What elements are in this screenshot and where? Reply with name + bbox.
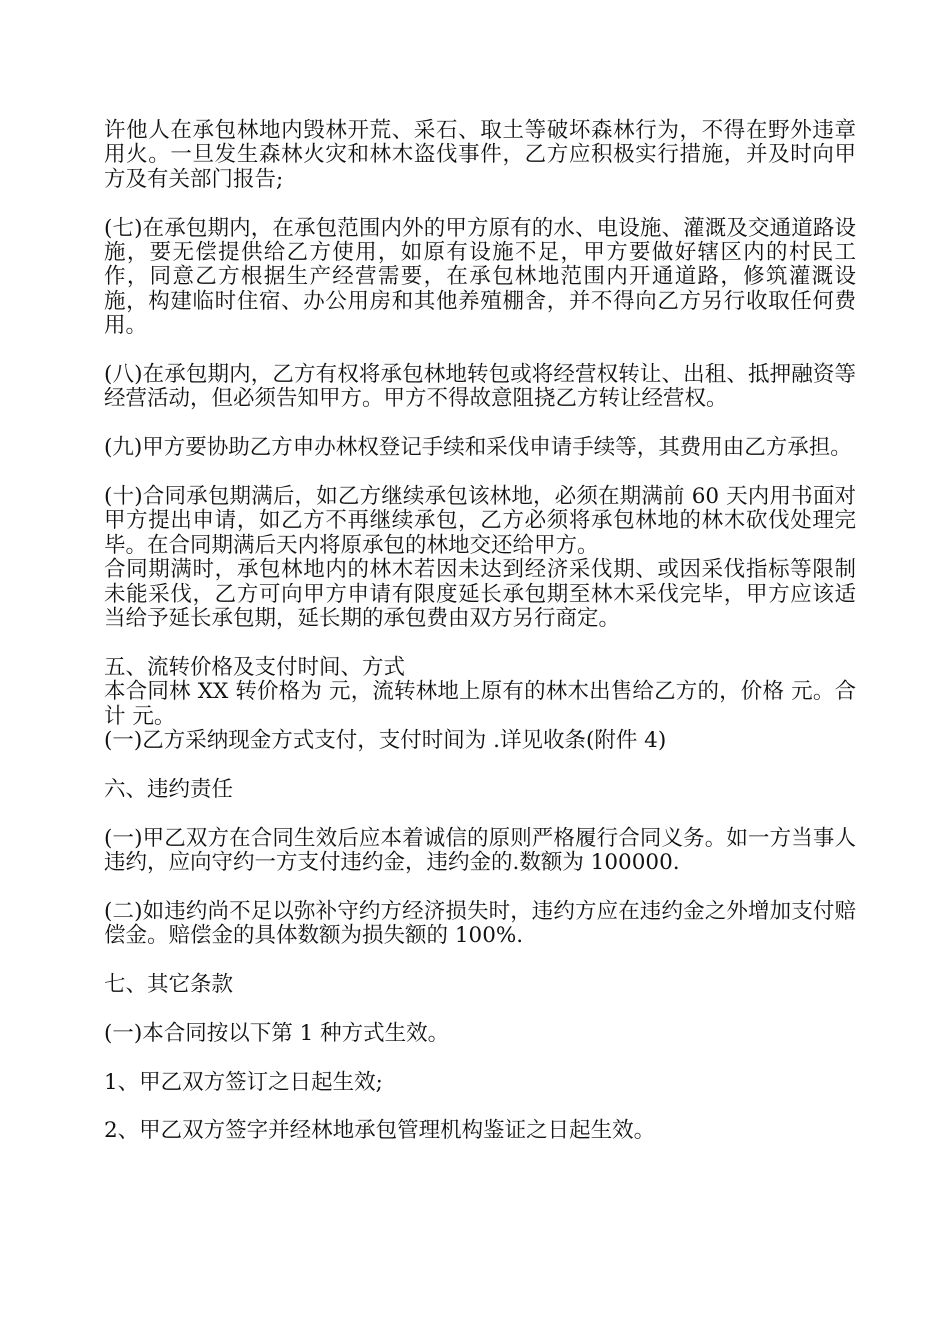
paragraph-liability-1: (一)甲乙双方在合同生效后应本着诚信的原则严格履行合同义务。如一方当事人违约，应向守约一方支付违约金，违约金的.数额为 100000. <box>104 825 856 876</box>
document-body <box>104 119 856 1144</box>
paragraph-effective-method: (一)本合同按以下第 1 种方式生效。 <box>104 1020 450 1046</box>
paragraph-payment-method: (一)乙方采纳现金方式支付，支付时间为 .详见收条(附件 4) <box>104 728 667 754</box>
section-heading-liability: 六、违约责任 <box>104 776 234 802</box>
paragraph-clause-9: (九)甲方要协助乙方申办林权登记手续和采伐申请手续等，其费用由乙方承担。 <box>104 435 852 461</box>
section-heading-other: 七、其它条款 <box>104 972 234 998</box>
paragraph-effective-option-1: 1、甲乙双方签订之日起生效; <box>104 1069 383 1095</box>
paragraph-transfer-price: 本合同林 XX 转价格为 元，流转林地上原有的林木出售给乙方的，价格 元。合计 元。 <box>104 679 856 729</box>
paragraph-fire-prevention: 许他人在承包林地内毁林开荒、采石、取土等破坏森林行为，不得在野外违章用火。一旦发生森林火灾和林木盗伐事件，乙方应积极实行措施，并及时向甲方及有关部门报告; <box>104 118 856 192</box>
paragraph-clause-7: (七)在承包期内，在承包范围内外的甲方原有的水、电设施、灌溉及交通道路设施，要无偿提供给乙方使用，如原有设施不足，甲方要做好辖区内的村民工作，同意乙方根据生产经营需要，在承包林地范围内开通道路，修筑灌溉设施，构建临时住宿、办公用房和其他养殖棚舍，并不得向乙方另行收取任何费用。 <box>104 215 856 339</box>
paragraph-effective-option-2: 2、甲乙双方签字并经林地承包管理机构鉴证之日起生效。 <box>104 1118 656 1144</box>
paragraph-clause-10: (十)合同承包期满后，如乙方继续承包该林地，必须在期满前 60 天内用书面对甲方提出申请，如乙方不再继续承包，乙方必须将承包林地的林木砍伐处理完毕。在合同期满后天内将原承包的林地交还给甲方。 <box>104 484 856 558</box>
paragraph-contract-expiry: 合同期满时，承包林地内的林木若因未达到经济采伐期、或因采伐指标等限制未能采伐，乙方可向甲方申请有限度延长承包期至林木采伐完毕，甲方应该适当给予延长承包期，延长期的承包费由双方另行商定。 <box>104 557 856 632</box>
paragraph-liability-2: (二)如违约尚不足以弥补守约方经济损失时，违约方应在违约金之外增加支付赔偿金。赔偿金的具体数额为损失额的 100%. <box>104 898 856 949</box>
section-heading-price: 五、流转价格及支付时间、方式 <box>104 654 406 680</box>
paragraph-clause-8: (八)在承包期内，乙方有权将承包林地转包或将经营权转让、出租、抵押融资等经营活动，但必须告知甲方。甲方不得故意阻挠乙方转让经营权。 <box>104 362 856 412</box>
